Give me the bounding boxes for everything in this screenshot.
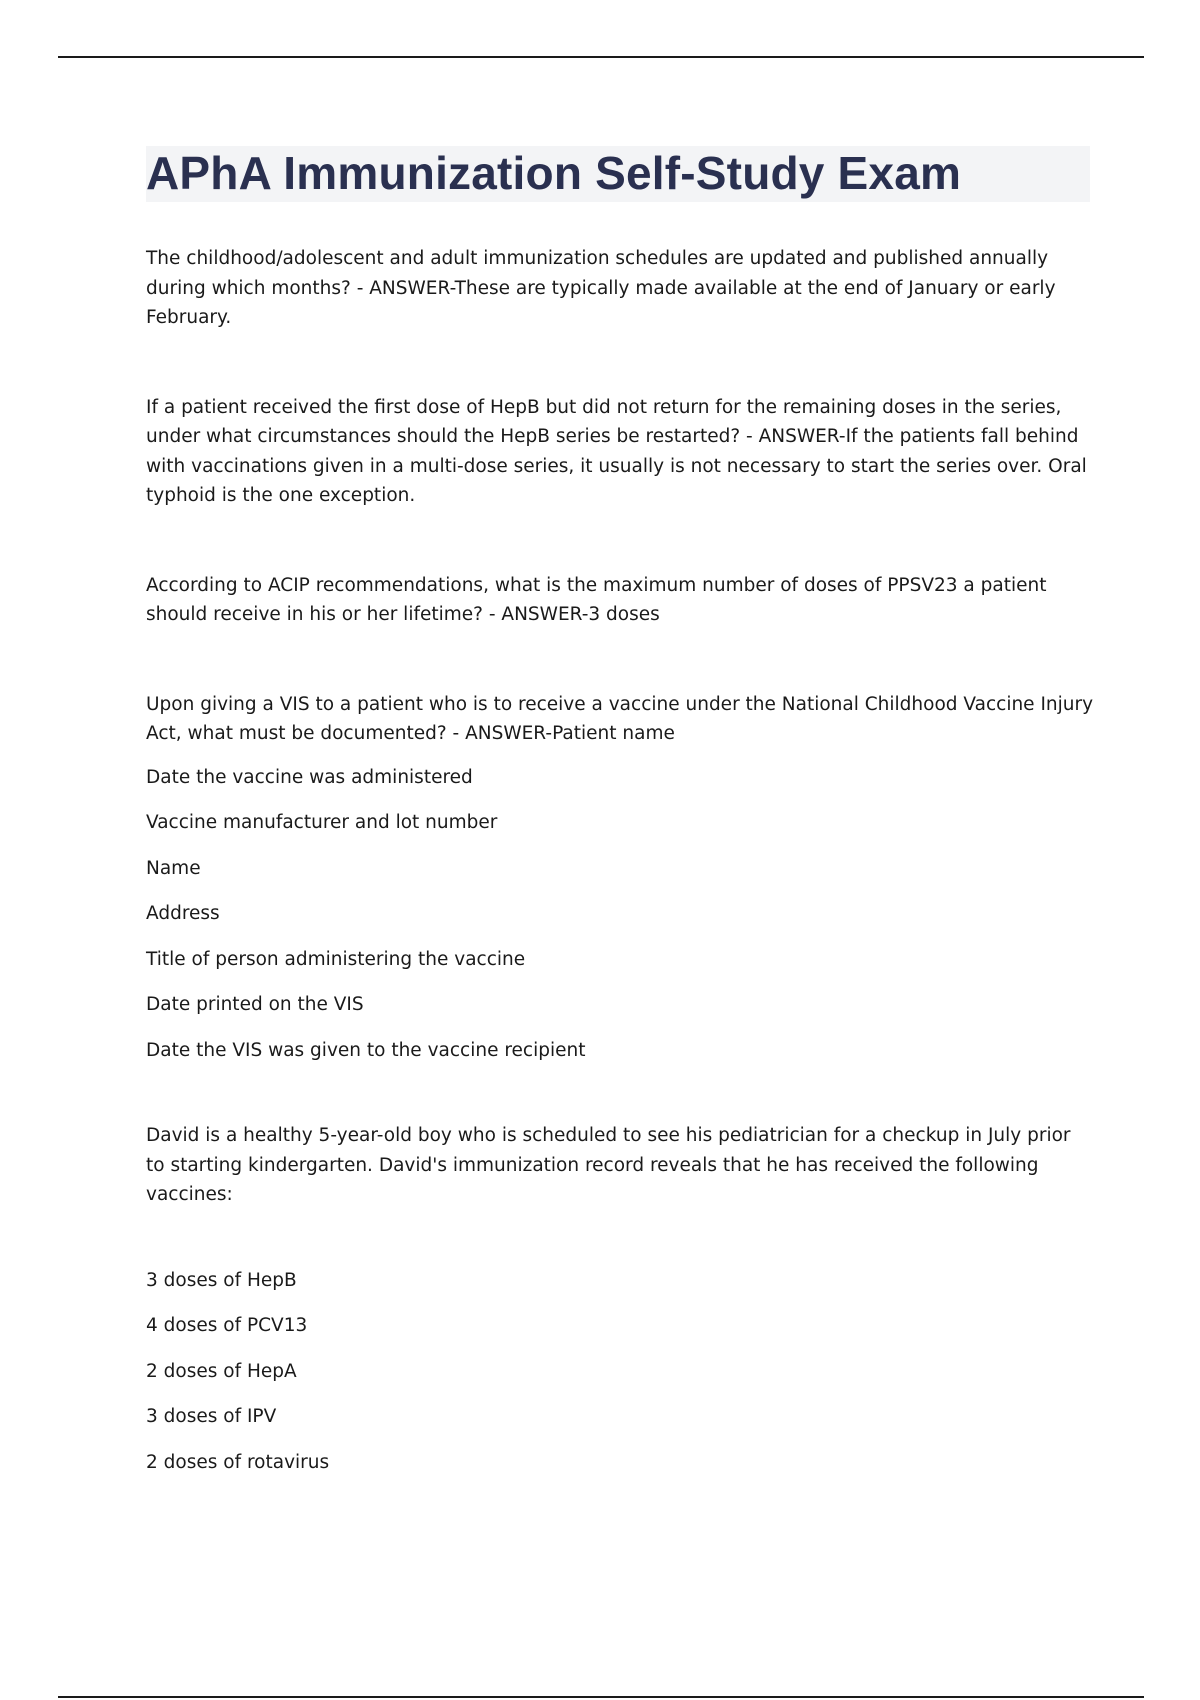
vaccine-list-item: 3 doses of IPV: [146, 1406, 277, 1427]
documentation-item: Title of person administering the vaccine: [146, 948, 526, 970]
documentation-item: Date the vaccine was administered: [146, 766, 473, 788]
documentation-item: Vaccine manufacturer and lot number: [146, 812, 498, 833]
case-intro-paragraph: David is a healthy 5-year-old boy who is scheduled to see his pediatrician for a checkup in July prior to starting kindergarten. David's immunization record reveals that he has received the following vaccines:: [146, 1125, 1071, 1205]
qa-paragraph-4: Upon giving a VIS to a patient who is to receive a vaccine under the National Childhood Vaccine Injury Act, what must be documented? - ANSWER-Patient name: [146, 693, 1094, 744]
bottom-rule: [58, 1696, 1144, 1698]
page-title: APhA Immunization Self-Study Exam: [146, 147, 962, 199]
vaccine-list-item: 2 doses of rotavirus: [146, 1451, 330, 1473]
qa-paragraph-1: The childhood/adolescent and adult immunization schedules are updated and published annually during which months? - ANSWER-These are typically made available at the end of January or early February.: [146, 248, 1056, 328]
documentation-item: Date printed on the VIS: [146, 994, 364, 1015]
document-body: [146, 244, 1094, 1477]
qa-paragraph-2: If a patient received the first dose of HepB but did not return for the remaining doses in the series, under what circumstances should the HepB series be restarted? - ANSWER-If the patients fall behind with vaccinations given in a multi-dose series, it usually is not necessary to start the series over. Oral typhoid is the one exception.: [146, 396, 1087, 506]
documentation-item: Name: [146, 857, 201, 879]
documentation-item: Address: [146, 903, 220, 924]
vaccine-list-item: 3 doses of HepB: [146, 1269, 297, 1291]
documentation-item: Date the VIS was given to the vaccine recipient: [146, 1039, 586, 1061]
vaccine-list-item: 4 doses of PCV13: [146, 1315, 308, 1336]
vaccine-list-item: 2 doses of HepA: [146, 1360, 297, 1382]
top-rule: [58, 56, 1144, 58]
qa-paragraph-3: According to ACIP recommendations, what is the maximum number of doses of PPSV23 a patient should receive in his or her lifetime? - ANSWER-3 doses: [146, 574, 1047, 625]
